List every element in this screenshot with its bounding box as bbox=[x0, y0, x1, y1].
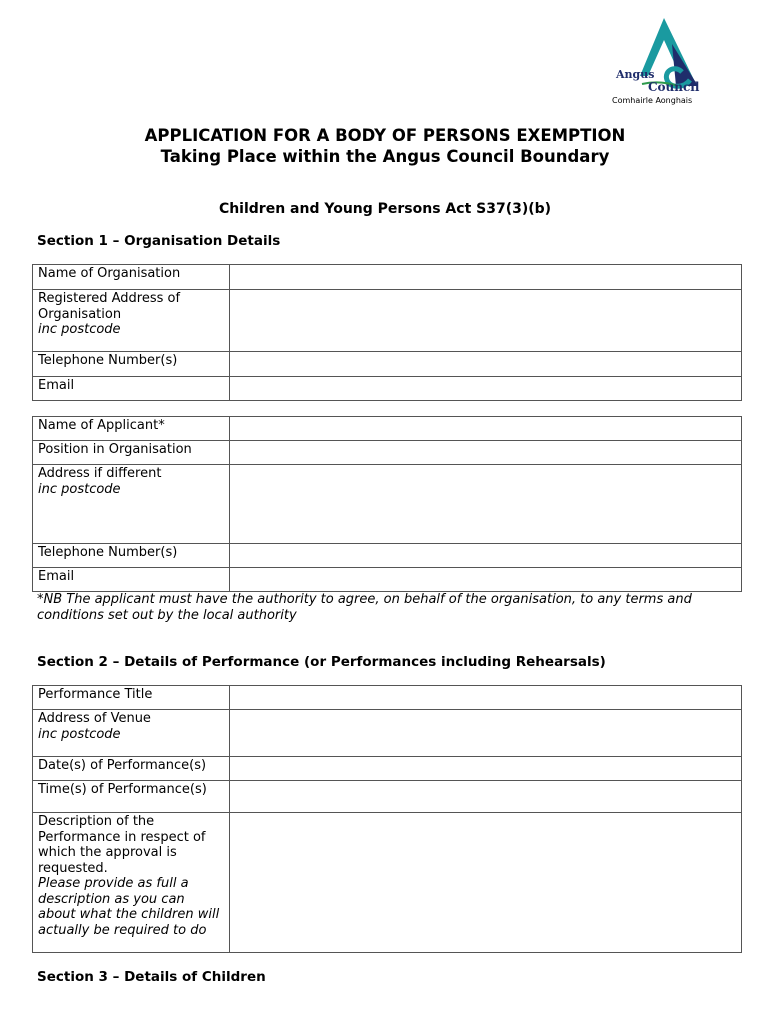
performance-title-field[interactable] bbox=[230, 686, 742, 710]
performance-description-hint: Please provide as full a description as you can about what the children will actually be required to do bbox=[38, 876, 220, 938]
org-email-label bbox=[33, 377, 230, 401]
org-email-field[interactable] bbox=[230, 377, 742, 401]
performance-dates-label bbox=[33, 757, 230, 781]
section1-heading: Section 1 – Organisation Details bbox=[37, 233, 281, 249]
applicant-name-label-text: Name of Applicant* bbox=[38, 418, 165, 433]
applicant-position-label-text: Position in Organisation bbox=[38, 442, 192, 457]
applicant-details-table bbox=[32, 416, 742, 592]
org-address-hint: inc postcode bbox=[38, 322, 121, 337]
applicant-email-label bbox=[33, 568, 230, 592]
applicant-address-label-text: Address if different bbox=[38, 466, 162, 481]
performance-description-label-text: Description of the Performance in respect of which the approval is requested. bbox=[38, 814, 206, 876]
org-address-field[interactable] bbox=[230, 290, 742, 352]
org-address-label bbox=[33, 290, 230, 352]
venue-address-hint: inc postcode bbox=[38, 726, 121, 742]
applicant-position-label bbox=[33, 441, 230, 465]
applicant-name-label bbox=[33, 417, 230, 441]
performance-description-label bbox=[33, 813, 230, 953]
applicant-email-field[interactable] bbox=[230, 568, 742, 592]
performance-dates-label-text: Date(s) of Performance(s) bbox=[38, 758, 207, 773]
applicant-address-field[interactable] bbox=[230, 465, 742, 544]
applicant-name-field[interactable] bbox=[230, 417, 742, 441]
section2-heading: Section 2 – Details of Performance (or Performances including Rehearsals) bbox=[37, 654, 606, 670]
performance-times-field[interactable] bbox=[230, 781, 742, 813]
org-address-label-text: Registered Address of Organisation bbox=[38, 291, 181, 322]
org-email-label-text: Email bbox=[38, 378, 75, 393]
applicant-telephone-field[interactable] bbox=[230, 544, 742, 568]
venue-address-field[interactable] bbox=[230, 710, 742, 757]
org-telephone-label-text: Telephone Number(s) bbox=[38, 353, 178, 368]
applicant-address-hint: inc postcode bbox=[38, 481, 121, 497]
act-subtitle: Children and Young Persons Act S37(3)(b) bbox=[218, 201, 552, 217]
performance-title-label-text: Performance Title bbox=[38, 687, 153, 702]
org-telephone-field[interactable] bbox=[230, 352, 742, 377]
page-title-line2: Taking Place within the Angus Council Boundary bbox=[160, 147, 610, 166]
performance-description-field[interactable] bbox=[230, 813, 742, 953]
performance-details-table bbox=[32, 685, 742, 953]
performance-dates-field[interactable] bbox=[230, 757, 742, 781]
applicant-telephone-label bbox=[33, 544, 230, 568]
logo-name-line2: Council bbox=[648, 80, 700, 94]
applicant-position-field[interactable] bbox=[230, 441, 742, 465]
performance-times-label bbox=[33, 781, 230, 813]
logo-name-line1: Angus bbox=[616, 68, 655, 81]
section3-heading: Section 3 – Details of Children bbox=[37, 969, 266, 985]
page-title: APPLICATION FOR A BODY OF PERSONS EXEMPTION bbox=[144, 126, 626, 145]
organisation-details-table bbox=[32, 264, 742, 401]
applicant-email-label-text: Email bbox=[38, 569, 75, 584]
org-telephone-label bbox=[33, 352, 230, 377]
org-name-label-text: Name of Organisation bbox=[38, 266, 181, 281]
logo-caption: Comhairle Aonghais bbox=[612, 96, 693, 105]
venue-address-label-text: Address of Venue bbox=[38, 711, 151, 726]
org-name-field[interactable] bbox=[230, 265, 742, 290]
performance-times-label-text: Time(s) of Performance(s) bbox=[38, 782, 207, 797]
applicant-telephone-label-text: Telephone Number(s) bbox=[38, 545, 178, 560]
org-name-label bbox=[33, 265, 230, 290]
applicant-authority-note: *NB The applicant must have the authority to agree, on behalf of the organisation, to any terms and conditions set out by the local authority bbox=[37, 592, 692, 623]
performance-title-label bbox=[33, 686, 230, 710]
venue-address-label bbox=[33, 710, 230, 757]
applicant-address-label bbox=[33, 465, 230, 544]
